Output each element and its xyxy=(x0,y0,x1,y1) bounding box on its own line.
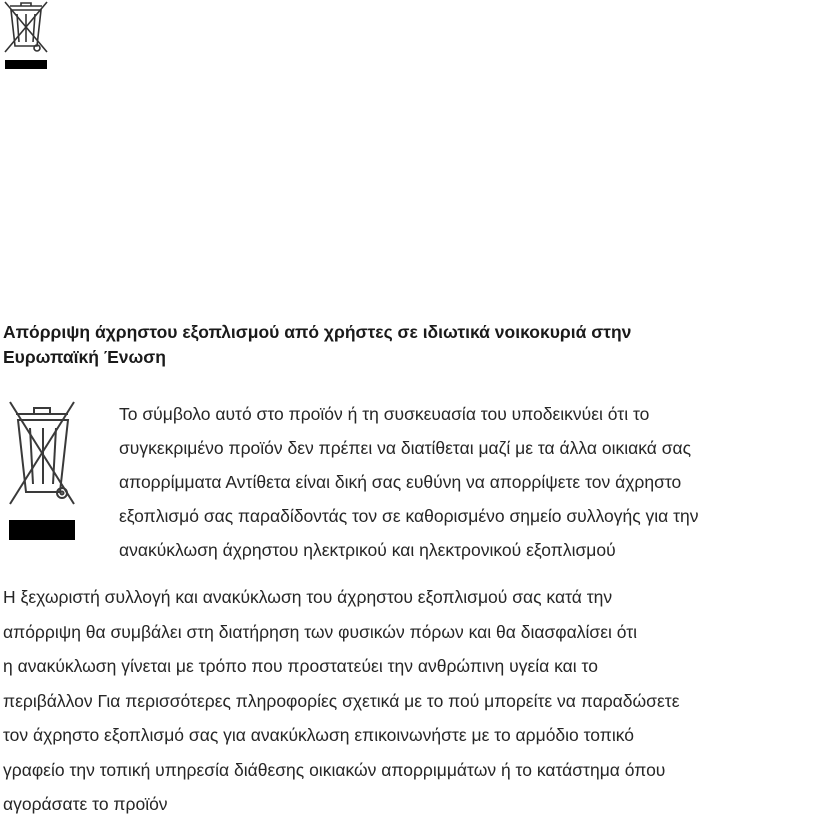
body-line: περιβάλλον Για περισσότερες πληροφορίες σχετικά με το πού μπορείτε να παραδώσετε xyxy=(3,690,680,711)
body-line: γραφείο την τοπική υπηρεσία διάθεσης οικιακών απορριμμάτων ή το κατάστημα όπου xyxy=(3,759,666,780)
body-line: Η ξεχωριστή συλλογή και ανακύκλωση του άχρηστου εξοπλισμού σας κατά την xyxy=(3,587,613,607)
body-line: τον άχρηστο εξοπλισμό σας για ανακύκλωση επικοινωνήστε με το αρμόδιο τοπικό xyxy=(3,725,635,745)
page-heading xyxy=(3,320,833,370)
small-weee-bin-icon xyxy=(0,0,52,72)
recycling-info-paragraph xyxy=(3,580,837,822)
symbol-explanation-paragraph xyxy=(119,397,835,567)
heading-line: Απόρριψη άχρηστου εξοπλισμού από χρήστες σε ιδιωτικά νοικοκυριά στην xyxy=(3,322,632,342)
intro-line: συγκεκριμένο προϊόν δεν πρέπει να διατίθεται μαζί με τα άλλα οικιακά σας xyxy=(119,438,692,458)
intro-line: εξοπλισμό σας παραδίδοντάς τον σε καθορισμένο σημείο συλλογής για την xyxy=(119,506,699,526)
body-line: αγοράσατε το προϊόν xyxy=(3,794,168,814)
body-line: απόρριψη θα συμβάλει στη διατήρηση των φυσικών πόρων και θα διασφαλίσει ότι xyxy=(3,621,638,642)
large-weee-bin-icon xyxy=(6,396,78,546)
intro-line: Το σύμβολο αυτό στο προϊόν ή τη συσκευασία του υποδεικνύει ότι το xyxy=(119,404,650,424)
intro-line: ανακύκλωση άχρηστου ηλεκτρικού και ηλεκτρονικού εξοπλισμού xyxy=(119,540,616,560)
heading-line: Ευρωπαϊκή Ένωση xyxy=(3,347,166,367)
intro-line: απορρίμματα Αντίθετα είναι δική σας ευθύνη να απορρίψετε τον άχρηστο xyxy=(119,472,682,492)
body-line: η ανακύκλωση γίνεται με τρόπο που προστατεύει την ανθρώπινη υγεία και το xyxy=(3,656,598,676)
